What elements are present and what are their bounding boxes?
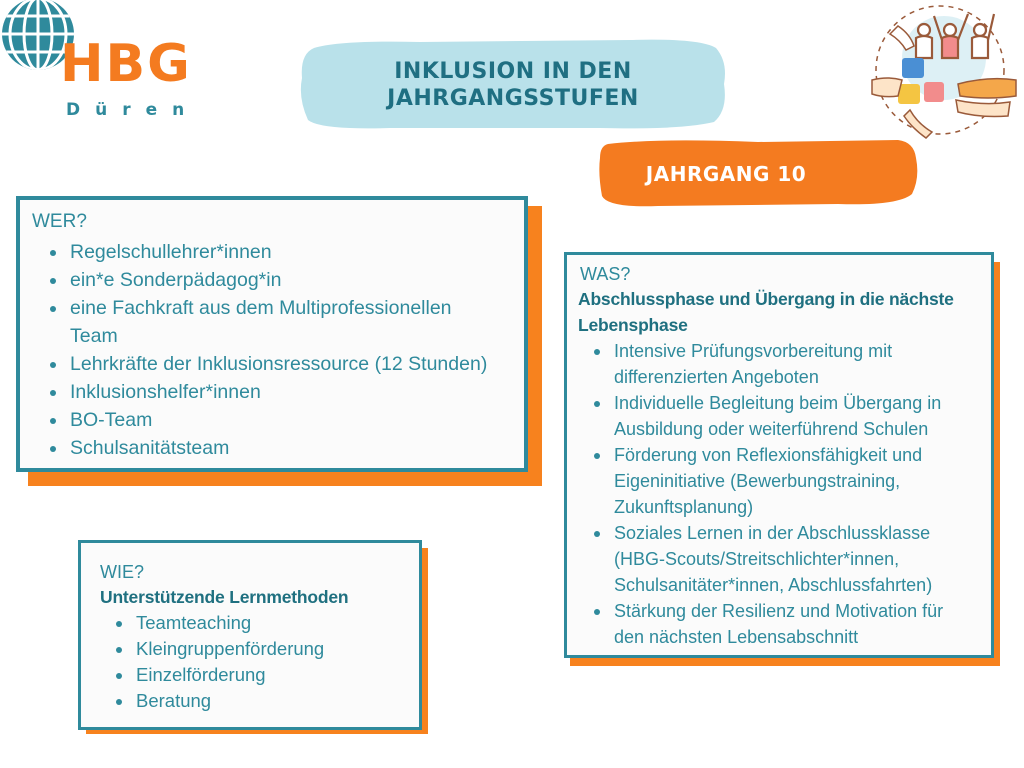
was-item-line: Eigeninitiative (Bewerbungstraining,	[614, 471, 901, 491]
list-item	[592, 338, 988, 390]
wie-item-text: Beratung	[136, 690, 212, 711]
wer-item-text: eine Fachkraft aus dem Multiprofessionellen	[70, 297, 452, 319]
wer-item-text: Lehrkräfte der Inklusionsressource (12 Stunden)	[70, 353, 488, 375]
bullet-icon	[594, 349, 600, 355]
bullet-icon	[594, 609, 600, 615]
list-item	[48, 378, 518, 406]
was-item-line: Ausbildung oder weiterführend Schulen	[614, 419, 929, 439]
list-item	[48, 266, 518, 294]
bullet-icon	[594, 531, 600, 537]
was-item-line: differenzierten Angeboten	[614, 367, 819, 387]
wie-label: WIE?	[100, 562, 145, 582]
wer-item-text: ein*e Sonderpädagog*in	[70, 269, 282, 291]
list-item	[592, 520, 988, 598]
wie-item-text: Teamteaching	[136, 612, 252, 633]
wie-item-text: Kleingruppenförderung	[136, 638, 325, 659]
list-item	[48, 350, 518, 378]
wer-list	[48, 238, 518, 462]
grade-banner: JAHRGANG 10	[645, 162, 807, 186]
list-item	[592, 598, 988, 650]
was-subtitle	[578, 286, 990, 338]
was-item-line: Förderung von Reflexionsfähigkeit und	[614, 445, 923, 465]
was-subtitle-line-1: Abschlussphase und Übergang in die nächste	[578, 289, 954, 309]
bullet-icon	[50, 278, 56, 284]
was-item-line: Intensive Prüfungsvorbereitung mit	[614, 341, 893, 361]
logo-city: Düren	[66, 100, 200, 120]
bullet-icon	[116, 647, 122, 653]
was-item-line: Schulsanitäter*innen, Abschlussfahrten)	[614, 575, 933, 595]
wer-item-text: Regelschullehrer*innen	[70, 241, 272, 263]
list-item	[114, 636, 414, 662]
was-item-line: Stärkung der Resilienz und Motivation für	[614, 601, 944, 621]
list-item	[114, 610, 414, 636]
page-title-line-2: JAHRGANGSSTUFEN	[387, 86, 639, 111]
page-title-line-1: INKLUSION IN DEN	[394, 59, 632, 84]
was-item-line: (HBG-Scouts/Streitschlichter*innen,	[614, 549, 900, 569]
bullet-icon	[116, 699, 122, 705]
was-subtitle-line-2: Lebensphase	[578, 315, 688, 335]
bullet-icon	[50, 390, 56, 396]
bullet-icon	[50, 418, 56, 424]
helping-hands-icon	[858, 0, 1024, 142]
was-label: WAS?	[580, 264, 631, 284]
logo-brand: HBG	[60, 34, 192, 94]
bullet-icon	[50, 250, 56, 256]
list-item	[114, 688, 414, 714]
list-item	[592, 390, 988, 442]
bullet-icon	[50, 362, 56, 368]
list-item	[48, 294, 518, 350]
wer-item-text: Team	[70, 325, 118, 347]
wie-item-text: Einzelförderung	[136, 664, 266, 685]
bullet-icon	[50, 306, 56, 312]
was-item-line: Soziales Lernen in der Abschlussklasse	[614, 523, 931, 543]
bullet-icon	[116, 621, 122, 627]
page-title	[300, 58, 726, 112]
wie-list	[114, 610, 414, 714]
list-item	[48, 434, 518, 462]
bullet-icon	[594, 401, 600, 407]
wie-subtitle: Unterstützende Lernmethoden	[100, 587, 349, 607]
list-item	[48, 406, 518, 434]
bullet-icon	[116, 673, 122, 679]
was-item-line: Zukunftsplanung)	[614, 497, 754, 517]
list-item	[592, 442, 988, 520]
list-item	[114, 662, 414, 688]
wer-item-text: Schulsanitätsteam	[70, 437, 230, 459]
was-list	[592, 338, 988, 650]
wer-item-text: Inklusionshelfer*innen	[70, 381, 261, 403]
bullet-icon	[50, 446, 56, 452]
wer-item-text: BO-Team	[70, 409, 153, 431]
wer-label: WER?	[32, 211, 87, 232]
list-item	[48, 238, 518, 266]
was-item-line: Individuelle Begleitung beim Übergang in	[614, 393, 942, 413]
was-item-line: den nächsten Lebensabschnitt	[614, 627, 859, 647]
bullet-icon	[594, 453, 600, 459]
